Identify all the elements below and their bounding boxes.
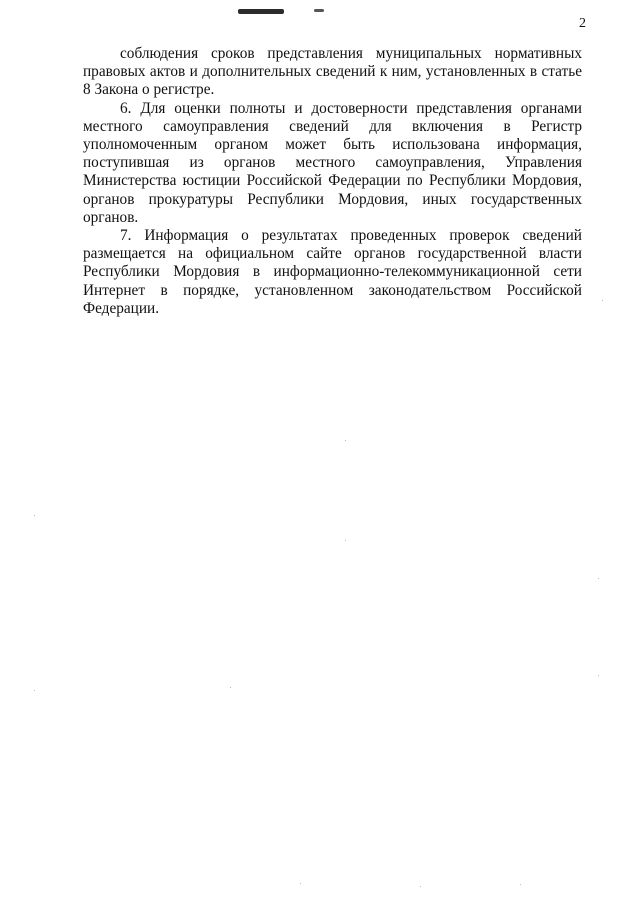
paragraph-6: 6. Для оценки полноты и достоверности представления органами местного самоуправления сведений для включения в Регистр уполномоченным органом может быть использована информация, поступившая из органов местного самоуправления, Управления Министерства юстиции Российской Федерации по Республики Мордовия, органов прокуратуры Республики Мордовия, иных государственных органов. — [83, 99, 582, 226]
scan-speck — [300, 883, 301, 884]
scan-speck — [420, 886, 421, 887]
scan-speck — [602, 300, 603, 301]
paragraph-7: 7. Информация о результатах проведенных проверок сведений размещается на официальном сайте органов государственной власти Республики Мордовия в информационно-телекоммуникационной сети Интернет в порядке, установленном законодательством Российской Федерации. — [83, 227, 582, 317]
scan-speck — [345, 540, 346, 541]
scan-artifact — [238, 9, 284, 14]
paragraph-continuation: соблюдения сроков представления муниципальных нормативных правовых актов и дополнительных сведений к ним, установленных в статье 8 Закона о регистре. — [83, 45, 582, 99]
scan-speck — [598, 675, 599, 676]
document-body — [83, 45, 582, 318]
scan-speck — [34, 690, 35, 691]
scan-speck — [520, 884, 521, 885]
scan-speck — [598, 578, 599, 579]
scan-artifact — [314, 9, 324, 12]
scan-speck — [230, 687, 231, 688]
scan-speck — [345, 440, 346, 441]
page-number: 2 — [579, 16, 586, 31]
scan-speck — [34, 515, 35, 516]
